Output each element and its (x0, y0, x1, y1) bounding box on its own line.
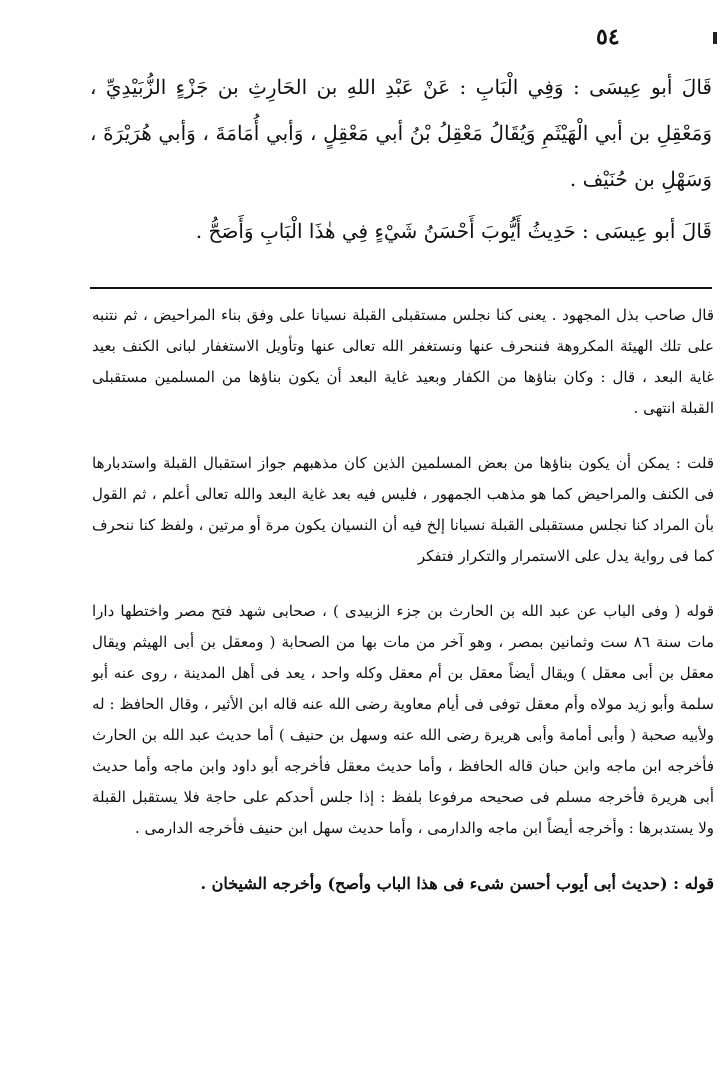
page-edge-mark (713, 32, 717, 44)
commentary-paragraph: قلت : يمكن أن يكون بناؤها من بعض المسلمين الذين كان مذهبهم جواز استقبال القبلة واستدبارها فى الكنف والمراحيض كما هو مذهب الجمهور ، فليس فيه بعد غاية البعد والله تعالى أعلم ، ثم القول بأن المراد كنا نجلس مستقبلى القبلة نسيانا إلخ فيه أن النسيان يكون مرة أو مرتين ، ولفظ كنا ننحرف كما فى رواية يدل على الاستمرار والتكرار فتفكر (92, 454, 714, 565)
commentary-paragraph: قوله : (حديث أبى أيوب أحسن شىء فى هذا الباب وأصح) وأخرجه الشيخان . (200, 874, 714, 893)
page-number: ٥٤ (596, 24, 620, 50)
hadith-text (90, 64, 712, 260)
commentary-paragraph: قوله ( وفى الباب عن عبد الله بن الحارث بن جزء الزبيدى ) ، صحابى شهد فتح مصر واختطها دارا مات سنة ٨٦ ست وثمانين بمصر ، وهو آخر من مات بها من الصحابة ( ومعقل بن أبى الهيثم ويقال معقل بن أبى معقل ) ويقال أيضاً معقل بن أم معقل وكله واحد ، يعد فى أهل المدينة ، روى عنه أبو سلمة وأبو زيد مولاه وأم معقل توفى فى أيام معاوية رضى الله عنه قاله ابن الأثير ، وقال الحافظ : له ولأبيه صحبة ( وأبى أمامة وأبى هريرة رضى الله عنه وسهل بن حنيف ) أما حديث عبد الله بن الحارث فأخرجه ابن ماجه وابن حبان قاله الحافظ ، وأما حديث معقل فأخرجه أبو داود وابن ماجه وأما حديث أبى هريرة فأخرجه مسلم فى صحيحه مرفوعا بلفظ : إذا جلس أحدكم على حاجة فلا يستقبل القبلة ولا يستدبرها : وأخرجه أيضاً ابن ماجه والدارمى ، وأما حديث سهل ابن حنيف فأخرجه الدارمى . (92, 602, 714, 837)
section-divider (90, 287, 712, 289)
main-paragraph: قَالَ أبو عِيسَى : وَفِي الْبَابِ : عَنْ عَبْدِ اللهِ بن الحَارِثِ بن جَزْءٍ الزُّبَيْدِيِّ ، وَمَعْقِلِ بن أبي الْهَيْثَمِ وَيُقَالُ مَعْقِلُ بْنُ أبي مَعْقِلٍ ، وَأبي أُمَامَةَ ، وَأبي هُرَيْرَةَ ، وَسَهْلِ بن حُنَيْف . (90, 75, 712, 191)
commentary-text (92, 300, 714, 923)
commentary-paragraph: قال صاحب بذل المجهود . يعنى كنا نجلس مستقبلى القبلة نسيانا على وفق بناء المراحيض ، ثم نتنبه على تلك الهيئة المكروهة فننحرف عنها ونستغفر الله تعالى عنها وتأويل الاستغفار لبانى الكنف بعيد غاية البعد ، قال : وكان بناؤها من الكفار وبعيد غاية البعد أن يكون بناؤها من المسلمين مستقبلى القبلة انتهى . (92, 306, 714, 417)
main-paragraph: قَالَ أبو عِيسَى : حَدِيثُ أَيُّوبَ أَحْسَنُ شَيْءٍ فِي هٰذَا الْبَابِ وَأَصَحُّ . (195, 219, 712, 243)
